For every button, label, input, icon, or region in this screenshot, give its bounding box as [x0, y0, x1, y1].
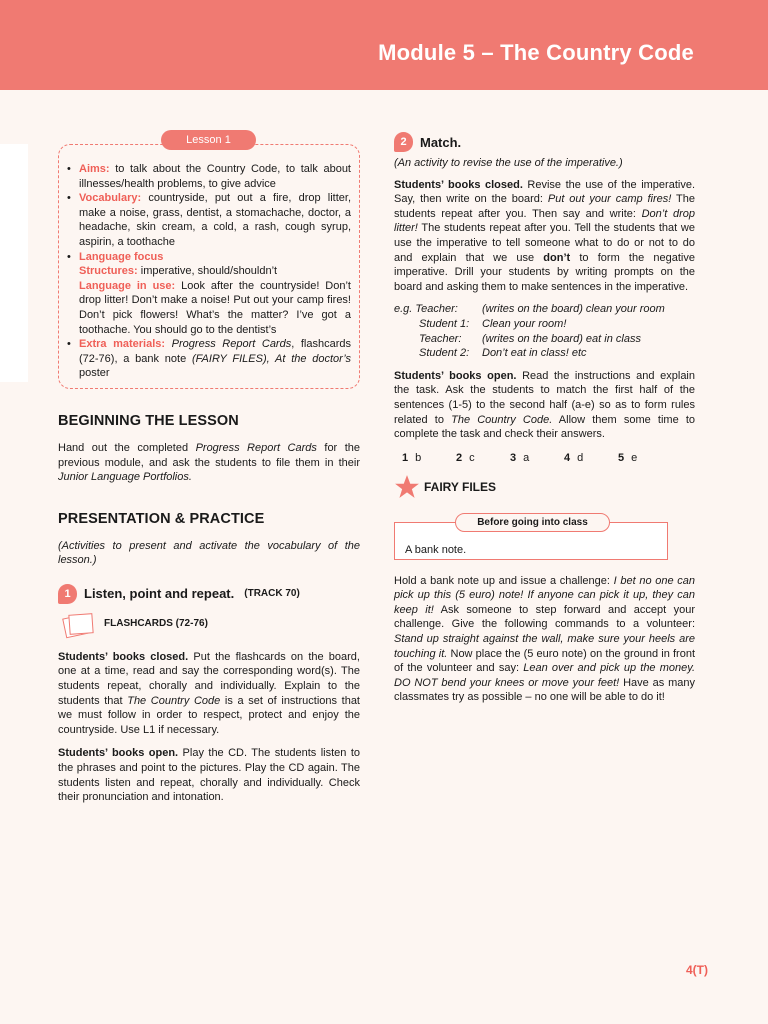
margin-tab — [0, 144, 28, 382]
fairy-files-paragraph: Hold a bank note up and issue a challenge: I bet no one can pick up this (5 euro) note! If anyone can pick it up, they can keep it! Ask someone to step forward and accept your challenge. Give the following commands to a volunteer: Stand up straight against the wall, make sure your heels are touching it. Now place the (5 euro note) on the ground in front of the volunteer and say: Lean over and pick up the money. DO NOT bend your knees or move your feet! Have as many classmates try as possible – no one will be able to do it! — [394, 574, 696, 704]
answer-item: 1 b — [402, 451, 422, 464]
before-class-text: A bank note. — [405, 543, 467, 556]
activity-number-badge: 2 — [394, 132, 413, 152]
beginning-paragraph: Hand out the completed Progress Report Cards for the previous module, and ask the students to file them in their Junior Language Portfolios. — [58, 441, 360, 484]
vocabulary-item: • Vocabulary: countryside, put out a fire, drop litter, make a noise, grass, dentist, a stomachache, doctor, a headache, skin cream, a cold, a rash, cough syrup, aspirin, a toothache — [66, 191, 351, 249]
beginning-heading: BEGINNING THE LESSON — [58, 412, 239, 429]
example-dialogue — [394, 302, 695, 360]
lesson-summary-list — [66, 162, 351, 381]
presentation-paragraph-2: Students’ books open. Play the CD. The students listen to the phrases and point to the pictures. Play the CD again. The students listen and repeat, chorally and individually. Check their pronunciation and intonation. — [58, 747, 361, 804]
flashcards-label: FLASHCARDS (72-76) — [104, 618, 208, 630]
activity-number-badge: 1 — [58, 584, 77, 604]
example-line: Teacher: (writes on the board) eat in class — [419, 332, 641, 345]
activity-2-header — [394, 132, 695, 152]
fairy-files-header — [394, 474, 695, 500]
page-number: 4(T) — [686, 963, 708, 977]
flashcards-icon — [62, 610, 94, 638]
before-class-label: Before going into class — [455, 513, 610, 532]
track-label: (TRACK 70) — [244, 588, 300, 600]
right-column — [394, 128, 695, 705]
presentation-paragraph-1: Students’ books closed. Put the flashcards on the board, one at a time, read and say the corresponding word(s). The students repeat, chorally and individually. Explain to the students that The Country Code is a set of instructions that we must follow in order to respect, protect and enjoy the countryside. Use L1 if necessary. — [58, 650, 360, 736]
match-paragraph-2: Students’ books open. Read the instructions and explain the task. Ask the students to match the first half of the sentences (1-5) to the second half (a-e) so as to form rules related to The Country Code. Allow them some time to complete the task and check their answers. — [394, 369, 696, 441]
star-icon — [394, 474, 420, 500]
match-paragraph-1: Students’ books closed. Revise the use of the imperative. Say, then write on the board: Put out your camp fires! The students repeat after you. Then say and write: Don’t drop litter! The students repeat after you. Tell the students that we use the imperative to tell someone what to do or not to do and explain that we use don’t to form the negative imperative. Drill your students by writing prompts on the board and asking them to make sentences in the imperative. — [394, 178, 695, 293]
activity-1-title: Listen, point and repeat. — [84, 586, 235, 602]
header-banner — [0, 0, 768, 90]
example-line: Student 1: Clean your room! — [419, 317, 567, 330]
extra-materials-item: • Extra materials: Progress Report Cards, flashcards (72-76), a bank note (FAIRY FILES), At the doctor’s poster — [66, 337, 351, 381]
answer-item: 5 e — [618, 451, 638, 464]
page-title: Module 5 – The Country Code — [378, 40, 694, 65]
activity-1-header — [58, 584, 360, 604]
before-class-box — [394, 516, 668, 560]
flashcards-row — [62, 610, 360, 638]
language-in-use: Language in use: Look after the countryside! Don’t drop litter! Don’t make a noise! Put out your camp fires! Don’t pick flowers! What’s the matter? I’ve got a toothache. You should go to the dentist’s — [79, 279, 351, 336]
left-column — [58, 128, 360, 814]
language-focus-item: • Language focus Structures: imperative, should/shouldn’t Language in use: Look after the countryside! Don’t drop litter! Don’t make a noise! Put out your camp fires! Don’t pick flowers! What’s the matter? I’ve got a toothache. You should go to the dentist’s — [66, 250, 351, 338]
answer-item: 2 c — [456, 451, 475, 464]
answer-key — [402, 452, 695, 464]
answer-item: 3 a — [510, 451, 530, 464]
presentation-intro: (Activities to present and activate the vocabulary of the lesson.) — [58, 539, 360, 567]
answer-item: 4 d — [564, 451, 584, 464]
example-line: e.g. Teacher: (writes on the board) clean your room — [394, 303, 665, 316]
lesson-label: Lesson 1 — [161, 130, 256, 150]
activity-2-title: Match. — [420, 134, 462, 150]
lesson-summary-box — [58, 134, 360, 389]
aims-item: • Aims: to talk about the Country Code, to talk about illnesses/health problems, to give advice — [66, 162, 351, 191]
presentation-heading: PRESENTATION & PRACTICE — [58, 510, 265, 527]
fairy-files-title: FAIRY FILES — [424, 479, 497, 494]
match-intro: (An activity to revise the use of the imperative.) — [394, 157, 623, 169]
example-line: Student 2: Don’t eat in class! etc — [419, 347, 587, 360]
